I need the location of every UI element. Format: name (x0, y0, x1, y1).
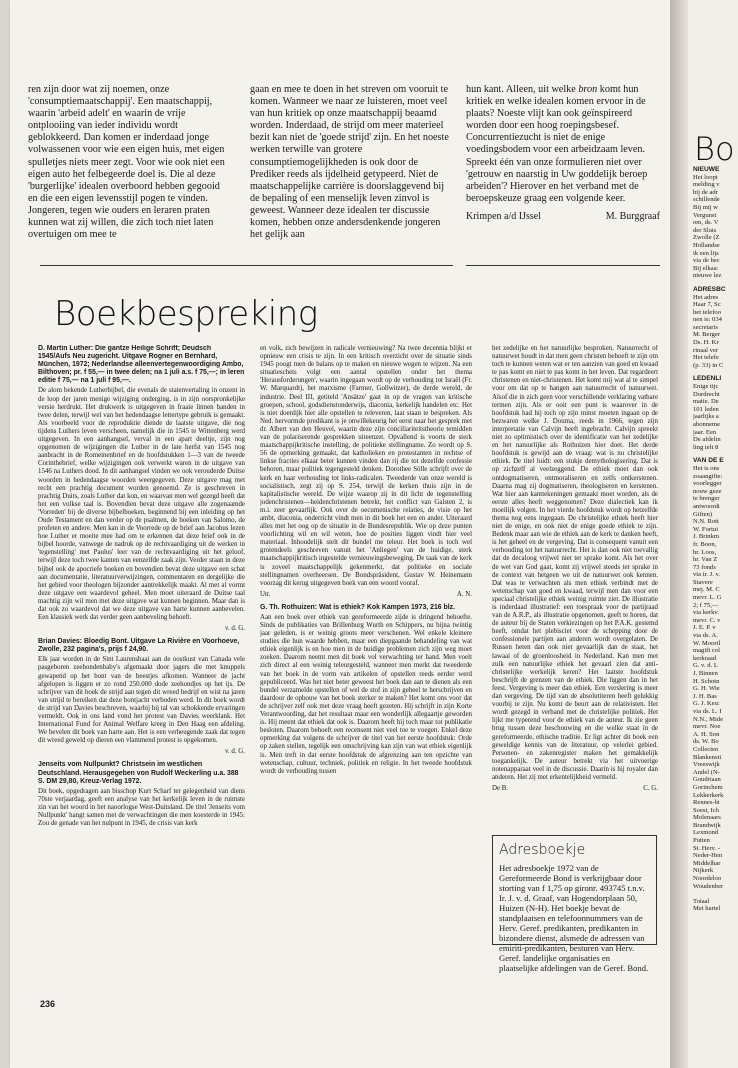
adjacent-page-subheading: ADRESBC (693, 285, 726, 293)
adjacent-page-line: Lexmond (693, 829, 719, 837)
adjacent-page-line: Het adres (693, 293, 719, 301)
adjacent-page-line: nouw geze (693, 487, 722, 495)
signature-place: Krimpen a/d IJssel (466, 210, 541, 222)
adjacent-page-line: via ds. A. (693, 632, 718, 640)
top-divider-right (466, 265, 660, 266)
top-column-2-text: gaan en mee te doen in het streven om vooruit te komen. Wanneer we naar ze luisteren, moet veel van hun kritiek op onze maatschappij beaamd worden. Inderdaad, de strijd om meer materieel bezit kan niet de 'goede strijd' zijn. En het noeste werken terwille van grotere consumptiemogelijkheden is ook door de Prediker reeds als ijdelheid getypeerd. Niet de maatschappelijke carrière is doorslaggevend bij de bepaling of een menselijk leven zinvol is geweest. Wanneer deze idealen ter discussie komen, hebben onze andersdenkende jongeren het gelijk aan (250, 84, 449, 241)
adjacent-page-line: via de bec (693, 257, 720, 265)
top-column-2 (250, 84, 450, 254)
adjacent-page-line: mevr. L. G (693, 594, 722, 602)
adjacent-page-line: 2; f 75,— (693, 601, 719, 609)
adjacent-page-line: fr. Boon, (693, 540, 717, 548)
review-1-heading: D. Martin Luther: Die gantze Heilige Schrift; Deudsch 1545/Aufs Neu zugericht. Uitgave Rogner en Bernhard, München, 1972; Nederlandse alleenvertegenwoordiging Ambo, Bilthoven; pr. f 55,— in twee delen; na 1 juli a.s. f 75,—; in leren editie f 75,— na 1 juli f 95,—. (38, 345, 245, 385)
adjacent-page-line: zoaangifte: (693, 472, 723, 480)
adjacent-page-line: om, ds. V (693, 219, 719, 227)
review-3-body: Dit boek, opgedragen aan bisschop Kurt Scharf ter gelegenheid van diens 70ste verjaardag, geeft een analyse van het kerkelijk leven in de ruimste zin van het woord in het naoorlogse West-Duitsland. De titel 'Jenseits vom Nullpunkt' hangt samen met de verwachtingen die men koesterde in 1945: Zou de genade van het nulpunt in 1945, de crisis van kerk (38, 787, 245, 828)
adjacent-page-line: 101 leden (693, 405, 719, 413)
adjacent-page-line: J. Brinkm (693, 533, 720, 541)
top-divider-left (40, 265, 453, 266)
adjacent-page-line: Molenaars (693, 814, 721, 822)
adjacent-page-lines (693, 160, 738, 913)
adjacent-page-subheading: LEDENLI (693, 375, 722, 383)
adjacent-page-line: voorlegger (693, 480, 722, 488)
adjacent-page-line: Het is ons (693, 464, 720, 472)
adresboekje-body: Het adresboekje 1972 van de Gereformeerde Bond is verkrijgbaar door storting van f 1,75 op gironr. 493745 t.n.v. Ir. J. v. d. Graaf, van Hogendorplaan 50, Huizen (N-H). Het boekje bevat de standplaatsen en telefoonnummers van de Herv. Geref. predikanten, predikanten in bizondere dienst, alsmede de adressen van emiriti-predikanten, besturen van Herv. Geref. landelijke organisaties en plaatselijke afdelingen van de Geref. Bond. (499, 863, 649, 973)
adresboekje-title: Adresboekje (499, 842, 586, 858)
adjacent-page-line: Woudenber (693, 882, 724, 890)
adjacent-page-line: Enige tijc (693, 383, 719, 391)
adjacent-page-line: Goudriaan (693, 776, 721, 784)
adjacent-page-line: kerkraad (693, 654, 717, 662)
adjacent-page-line: Blankensti (693, 753, 722, 761)
adjacent-page-line: 73 fonds (693, 563, 716, 571)
adjacent-page (688, 0, 738, 1068)
adjacent-page-line: secretaris (693, 323, 718, 331)
top-column-1-text: ren zijn door wat zij noemen, onze 'consumptiemaatschappij'. Een maatschappij, waarin 'arbeid adelt' en waarin de vrije ontplooiing van ieder individu wordt geblokkeerd. Dan komen er inderdaad jonge volwassenen voor wie een eigen huis, met eigen spulletjes niets meer zegt. Voor wie ook niet een eigen auto het felbegeerde doel is. Die al deze 'burgerlijke' idealen overboord hebben gegooid en die een eigen levensstijl pogen te vinden. Jongeren, tegen wie ouders en leraren praten kunnen wat zij willen, die zich toch niet laten overtuigen om mee te (28, 84, 225, 241)
adjacent-page-line: het telefoo (693, 308, 722, 316)
adjacent-page-line: (p. 33) in C (693, 361, 724, 369)
adresboekje-box (492, 835, 657, 973)
adjacent-page-line: Het telefe (693, 354, 719, 362)
adjacent-page-line: Noordeloo (693, 875, 722, 883)
section-title: Boekbespreking (54, 294, 318, 334)
adjacent-page-line: Collecten (693, 745, 719, 753)
adjacent-page-line: J. E. P. v (693, 624, 716, 632)
review-4-continued: het zedelijke en het natuurlijke besproken. Natuurrecht of natuurwet houdt in dat men geen christen behoeft te zijn om toch te kunnen weten wat er ten aanzien van goed en kwaad te pas komt en niet te pas komt in het leven. Dat regardeert christenen en niet-christenen. Het komt mij wat al te simpel voor om dat op te hangen aan natuurrecht of natuurwet. Alsof die in zich geen voor verschillende verklaring vatbare termen zijn. Als er ooit een punt is waarover in de hoofdstuk had hij toch op zijn minst moeten ingaan op de bezwaren welke J. Douma, reeds in 1966, tegen zijn interpretatie van Calvijn heeft ingebracht. Calvijn spreekt niet zo optimistisch over de identificatie van het zedelijke en het natuurlijke als Rothuizen hier doet. Het derde hoofdstuk is gewijd aan de vraag: wat is nu christelijke ethiek. De titel luidt: een stukje demythologisering. Dat is op zichzelf al veelzeggend. De ethiek moet dan ook ontdogmatiseren, ontmoraliseren en zelfs ontkerstenen. Daarna mag zij dogmatiseren, theologiseren en kerstenen. Wat hier aan kanttekeningen gemaakt moet worden, als de eerste alles heeft weggenomen? Deze dialectiek kan ik moeilijk volgen. In het vierde hoofdstuk wordt op hetzelfde thema nog eens ingegaan. De christelijke ethiek heeft hier niet de enige, en ook niet de enige goede ethiek te zijn. Bedenk maar aan wie de ethiek aan de kerk te danken heeft, is het geheel en de vergeving. Dat is consequent vanuit een verhouding tot het natuurrecht. Het is dan ook niet toevallig dat de decaloog vrijwel niet ter sprake komt. Als het over de wet van God gaat, komt zij vrijwel steeds ter sprake in de context van hetgeen we uit de natuurwet ook kennen. Dat was te verwachten als men ethiek verbindt met de wetenschap van goed en kwaad, terwijl men dan voor een speciaal christelijke ethiek weinig ruimte ziet. De illustratie is inderdaad illustratief: een toespraak voor de partijraad van de A.R.P., als illustratie opgenomen, geeft te horen, dat de auteur bij de Staten verkiezingen op het P.A.K. gestemd heeft, omdat het plebisciet voor de schepping door de confessionele partijen aan anderen wordt overgelaten. De Russen heten dan ook niet gevaarlijk dan de staat, het lawaai of de groenloosheid in Nederland. Kan men met zulk een natuurlijke ethiek het gevaarl zien dat anti-christelijke werkelijk keren? Het laatste hoofdstuk beschrijft de grenzen van de ethiek. Die liggen dan in het feest. Vergeving is meer dan ethiek. Een verslering is meer dan vergeving. De tijd van de absolutiteren heeft gelukkig voorbij te zijn. Nu komt de beurt aan de relativisten. Het wordt gezegd in verband met de christelijke politiek. Het lijkt me typerend voor de ethiek van de auteur. Ik zie geen brug tussen deze beschouwing en die welke staat in de gereformeerde, ethische traditie. Er ligt achter dit boek een geweldige kennis van de literatuur, op velerlei gebied. Personen- en zakenregister maken het gemakkelijk toegankelijk. De auteur betrekt via het uitvoerige notenapparaat veel in de discussie. Daarin is hij royaler dan anderen. Het zij met erkentelijkheid vermeld. (492, 345, 658, 781)
adjacent-page-line: Ds. H. Kr (693, 339, 719, 347)
adjacent-page-line: W. Fortui (693, 525, 719, 533)
adjacent-page-line: Bij elkaa: (693, 264, 719, 272)
adjacent-page-line: Gorinchem (693, 783, 723, 791)
adjacent-page-line: Middelhar (693, 859, 721, 867)
adjacent-page-line: Het loopt (693, 173, 718, 181)
adjacent-page-line: Vreeswijk (693, 761, 720, 769)
adjacent-page-line: bij de adr (693, 188, 718, 196)
adjacent-page-line: G. v. d. L (693, 662, 718, 670)
adjacent-page-line: jaarlijks a (693, 413, 719, 421)
adjacent-page-line: abonneme (693, 421, 721, 428)
adjacent-page-line: rinaal ver (693, 346, 719, 354)
adjacent-page-line: De afdelin (693, 436, 721, 444)
review-1-body: De alom bekende Lutherbijbel, die evenals de statenvertaling in onzent in de loop der jaren menige wijziging onderging, is in zijn oorspronkelijke versie herdrukt. Het drukwerk is uitgegeven in fraaie linnen banden in twee delen, terwijl wel van het hedendaagse lettertype gebruik is gemaakt. Als voorbeeld voor de reproduktie diende de laatste uitgave, die nog tijdens Luthers leven verscheen, namelijk die in 1545 te Wittenberg werd uitgegeven. In een aanhangsel, verval in een apart deeltje, zijn nog opgenomen de wijzigingen die Luther in de late herfst van 1545 nog aanbracht in de Romeinenbrief en de hoofdstukken 1—3 van de tweede Corinthebrief, welke wijzigingen ook verwerkt waren in de uitgave van 1546 na Luthers dood. In dit aanhangsel vinden we ook verouderde Duitse woorden in hedendaagse woorden weergegeven. Deze uitgave mag met recht een prachtig document worden genoemd. Ze is geschreven in prachtig Duits, zoals Luther dat kon, en waarvan men wel gezegd heeft dat het een volkse taal is. Bovendien bevat deze uitgave alle zogenaamde 'Vorreden' bij de diverse bijbelboeken, beginnend bij een inleiding op het Oude Testament en dan verder op de psalmen, de boeken van Salomo, de profeten en andere. Men kan in de Voorrede op de brief aan Jacobus lezen hoe Luther er moeite mee had om te erkennen dat deze brief ook in de bijbel hoorde, vanwege de nadruk op de rechtvaardiging uit de werken in 'tegenstelling' met Paulus' leer van de rechtvaardiging uit het geloof, terwijl deze toch twee kanten van eenzelfde zaak zijn. Verder staan in deze bijbel ook de apocriefe boeken en bovendien bevat deze uitgave een schat aan documentatie, literatuurverwijzingen, commentaren en dergelijke die het gebied voor theologen bijzonder aantrekkelijk maakt. Al met al vormt deze uitgave een waardevol geheel. Men moet uiteraard de Duitse taal machtig zijn wil men met deze uitgave wat kunnen beginnen. Maar dan is dat ook zo waardevol dat we deze uitgave van harte kunnen aanbevelen. Een klassiek werk dat verder geen aanbeveling behoeft. (38, 387, 245, 622)
adjacent-page-line: Rennes-bi (693, 799, 720, 807)
adjacent-page-line: via kerkv. (693, 609, 719, 617)
adjacent-page-line: melding v (693, 181, 720, 189)
top-signature (466, 211, 660, 222)
review-3-signature: Utr. A. N. (260, 590, 472, 598)
adjacent-page-line: hr. Van Z (693, 556, 718, 564)
adjacent-page-line: mevr. Noe (693, 723, 721, 731)
adjacent-page-line: J. Binnen (693, 670, 718, 677)
adjacent-page-line: Totaal (693, 897, 710, 905)
adjacent-page-line: Soest, Ich (693, 806, 720, 814)
adjacent-page-line: H. Schotn (693, 677, 720, 685)
adjacent-page-line: W. Mooril (693, 639, 721, 647)
review-column-b (260, 345, 472, 985)
review-3-continued: en volk, zich bewijzen in radicale vernieuwing? Na twee decennia blijkt er opnieuw een crisis te zijn. In een kritisch overzicht over de situatie sinds 1945 poogt men de balans op te maken en nieuwe wegen te wijzen. Na een situatieschets volgt een aantal opstellen onder het thema 'Herausforderungen', waarin ingegaan wordt op de verhouding tot Israël (Fr. W. Marquardt), het marxisme (Farmer, Gollwitzer), de derde wereld, de industrie. Deel III, getiteld 'Ansätze' gaat in op de vragen van kritische groepen, school, godsdienstonderwijs, diaconia, kerkelijk handelen etc. Het is niet doenlijk hier alle opstellen te releveren, laat staan te bespreken. Als Ned. hervormde predikant is je onwillekeurig het eerst naar het gesprek met dr. Albert van den Heuvel, waarin deze zijn conciliariteitstheorie temidden van de polariserende gesprekken uiteenzet. Opvallend is voorts de sterk maatschappijkritische instelling, de politieke stellingname. Zo wordt op S. 56 de opmerking gemaakt, dat katholieken en protestanten in rechtse of linkse fracties elkaar beter kunnen vinden dan rij die tot dezelfde confessie behoren, maar politiek tegengesteld denken. Dorothee Sölle schrijft over de kerk en haar verhouding tot links-radicalen. Tweederde van onze wereld is socialistisch, zegt zij op S. 254, terwijl de kerken thuis zijn in de kapitalistische wereld. De wijze waarop zij in dit licht de tegenstelling jodenchristenen—heidenchristenen betrekt, het conflict van Galsten 2, is m.i. zeer gevaarlijk. Ook over de oecumenische relaties, de visie op het ambt, diaconia, onderricht vindt men in dit boek het een en ander. Uiteraard alles met het oog op de situatie in de Bundesrepublik. Wie op deze punten voorlichting wil en wil weten, hoe de posities liggen vindt hier veel materiaal. Inhoudelijk stelt dit bundel me teleur. Het boek is toch wel grotendeels geschreven vanuit het 'Anliegen' van de huidige, sterk maatschappijkritisch ingestelde vernieuwingsbeweging. De taak van de kerk is zoveel maatschappelijk gekenmerkt, dat politieke en sociale stellingnamen overheersen. De Bondspräsident, Gustav W. Heinemann voorzag dit kerug uitgegeven boek van een woord vooraf. (260, 345, 472, 587)
adjacent-page-line: Vergunst (693, 211, 717, 219)
adjacent-page-line: Giften) (693, 510, 713, 518)
adjacent-page-line: G. H. Wie (693, 685, 720, 693)
review-4-heading: G. Th. Rothuizen: Wat is ethiek? Kok Kampen 1973, 216 blz. (260, 603, 456, 611)
adjacent-page-line: ds. W. Bo (693, 738, 719, 746)
review-1-signature: v. d. G. (224, 625, 245, 633)
adjacent-page-line: Stavere (693, 578, 713, 586)
adjacent-page-line: nieuwe lez (693, 272, 722, 280)
adjacent-page-line: Putten (693, 837, 710, 845)
review-4-body: Aan een boek over ethiek van gereformeerde zijde is dringend behoefte. Sinds de publikaties van Brillenburg Wurth en Schippers, nu bijna twintig jaar geleden, is er weinig groots meer verschenen. Wel enkele kleinere studies die hun waarde hebben, maar een diepgaande behandeling van wat ethiek eigenlijk is en hoe men in de huidige problemen zich zijn weg moet zoeken. Daarom neemt men dit boek vol verwachting ter hand. Men voelt zich direct al een weinig teleurgesteld, wanneer men merkt dat tweederde van het boek in de vorm van artikelen of opstellen reeds eerder werd gepubliceerd. Was het niet beter geweest het boek dan aan te dienen als een bundel verzamelde opstellen of wel de stof in zijn geheel te herschrijven en daardoor de opbouw van het boek sterker te maken? Het komt ons voor dat de schrijver zelf ook met deze vraag heeft gezeten. Hij schrijft in zijn Korte Verantwoording, dat het resultaat maar een wonderlijk allegaartje geworden is. Hij meent dat ethiek dat ook is. Daarom heeft hij toch maar tot publikatie besloten. Daarom behoeft een recensent niet veel toe te voegen. Enkel deze opmerking dat volgens de schrijver de titel van het eerste hoofdstuk: Orde op zaken stellen, tegelijk een omschrijving kan zijn van wat ethiek eigenlijk is. Men treft in dat eerste hoofdstuk de afgrenzing aan ten opzichte van wetenschap, cultuur, techniek, politiek en religie. In het tweede hoofdstuk wordt de verhouding tussen (260, 613, 472, 775)
signature-name: M. Burggraaf (605, 210, 660, 222)
review-2-signature: v. d. G. (224, 748, 245, 756)
top-column-3-text: hun kant. Alleen, uit welke bron komt hun kritiek en welke idealen komen ervoor in de plaats? Noeste vlijt kan ook geïnspireerd worden door een hoog roepingsbesef. Concurrentiezucht is niet de enige voedingsbodem voor een arbeidzaam leven. Spreekt één van onze formulieren niet over 'getrouw en naarstig in Uw goddelijk beroep arbeiden'? Hierover en het verband met de beroepskeuze graag een volgende keer. (466, 84, 648, 204)
adjacent-page-line: schillende (693, 196, 720, 204)
adjacent-page-line: nen is: 034 (693, 316, 722, 324)
adjacent-page-line: N.N. Rott (693, 518, 719, 526)
adjacent-page-line: Dordrecht (693, 390, 720, 398)
adjacent-page-line: A. H. Son (693, 730, 720, 738)
adjacent-page-line: M. Berger (693, 331, 720, 339)
adjacent-page-line: der Sluis (693, 226, 717, 234)
adjacent-page-line (693, 890, 738, 898)
review-column-c (492, 345, 658, 825)
adjacent-page-line: te brenger (693, 495, 720, 503)
review-3-heading: Jenseits vom Nullpunkt? Christsein im westlichen Deutschland. Herausgegeben von Rudolf Weckerling u.a. 388 S. DM 29,80, Kreuz-Verlag 1972. (38, 761, 239, 785)
magazine-page (10, 0, 670, 1068)
adjacent-page-line: antwoordi (693, 502, 720, 510)
review-4-signature: De B. C. G. (492, 785, 658, 793)
adjacent-page-line: hr. Loos, (693, 548, 717, 556)
adjacent-page-line: Bij mij w (693, 203, 718, 211)
top-column-3 (466, 84, 660, 264)
adjacent-page-line: Andel (N- (693, 768, 720, 776)
page-number: 236 (40, 999, 56, 1009)
page-fold (670, 0, 688, 1068)
adjacent-page-line: G. J. Keu: (693, 700, 720, 708)
adjacent-page-line: Haar 7, Sc (693, 301, 721, 309)
adjacent-page-subheading: VAN DE E (693, 457, 724, 465)
adjacent-page-line: matie. De (693, 398, 719, 406)
review-2-heading: Brian Davies: Bloedig Bont. Uitgave La Rivière en Voorhoeve, Zwolle, 232 pagina's, prijs f 24,90. (38, 638, 240, 654)
top-column-1 (28, 84, 225, 254)
adjacent-page-line: mej. M. C (693, 586, 720, 594)
adjacent-page-line: ling telt 8 (693, 443, 719, 451)
adjacent-page-line: N.N., Mide (693, 715, 724, 723)
adjacent-page-line: magift col (693, 647, 720, 655)
adjacent-page-line: Zwolle (Z (693, 234, 720, 242)
adjacent-page-line: Nijkerk (693, 867, 714, 875)
adjacent-page-line: Met hartel (693, 905, 721, 913)
adjacent-page-line: Brandwijk (693, 821, 721, 829)
adjacent-page-line: J. H. Bas (693, 692, 717, 700)
adjacent-page-line: via ir. J. v. (693, 571, 721, 579)
adjacent-page-line: jaar. Een (693, 428, 717, 436)
adjacent-page-line: Lekkerkerk (693, 791, 724, 799)
adjacent-page-line: mevr. C. v (693, 616, 721, 624)
adjacent-page-subheading: NIEUWE (693, 166, 720, 173)
adjacent-page-line: Neder-Hen (693, 852, 723, 860)
review-column-a (38, 345, 245, 985)
adjacent-page-line: via ds. L. I (693, 707, 722, 715)
adjacent-page-heading: Bo (694, 130, 735, 168)
adjacent-page-line: Hollandse (693, 241, 720, 249)
review-2-body: Elk jaar worden in de Sint Laurensbaai aan de oostkust van Canada vele pasgeboren zeehondenbaby's afgemaakt door jagers die met knuppels gewapend op het bont van de beestjes afkomen. Wanneer de jacht afgelopen is liggen er zo rond 250.000 dode zeehondjes op het ijs. De schrijver van dit boek de strijd aan tegen dit wreed bedrijf en wist na jaren van strijd te bereiken dat deze bontjacht verboden werd. In dit boek wordt de strijd van Davies beschreven, waarbij hij tal van schokkende ervaringen vermeldt. Ook in ons land vond het protest van Davies weerklank. Het International Fund for Animal Welfare kreeg in Den Haag een afdeling. We bevelen dit boek van harte aan. Het is een verheugende zaak dat tegen dit wreed geweld op dieren een vlammend protest is opgekomen. (38, 656, 245, 745)
adjacent-page-line: ik een lijs (693, 249, 719, 257)
adjacent-page-line: St. Herv. - (693, 844, 721, 852)
